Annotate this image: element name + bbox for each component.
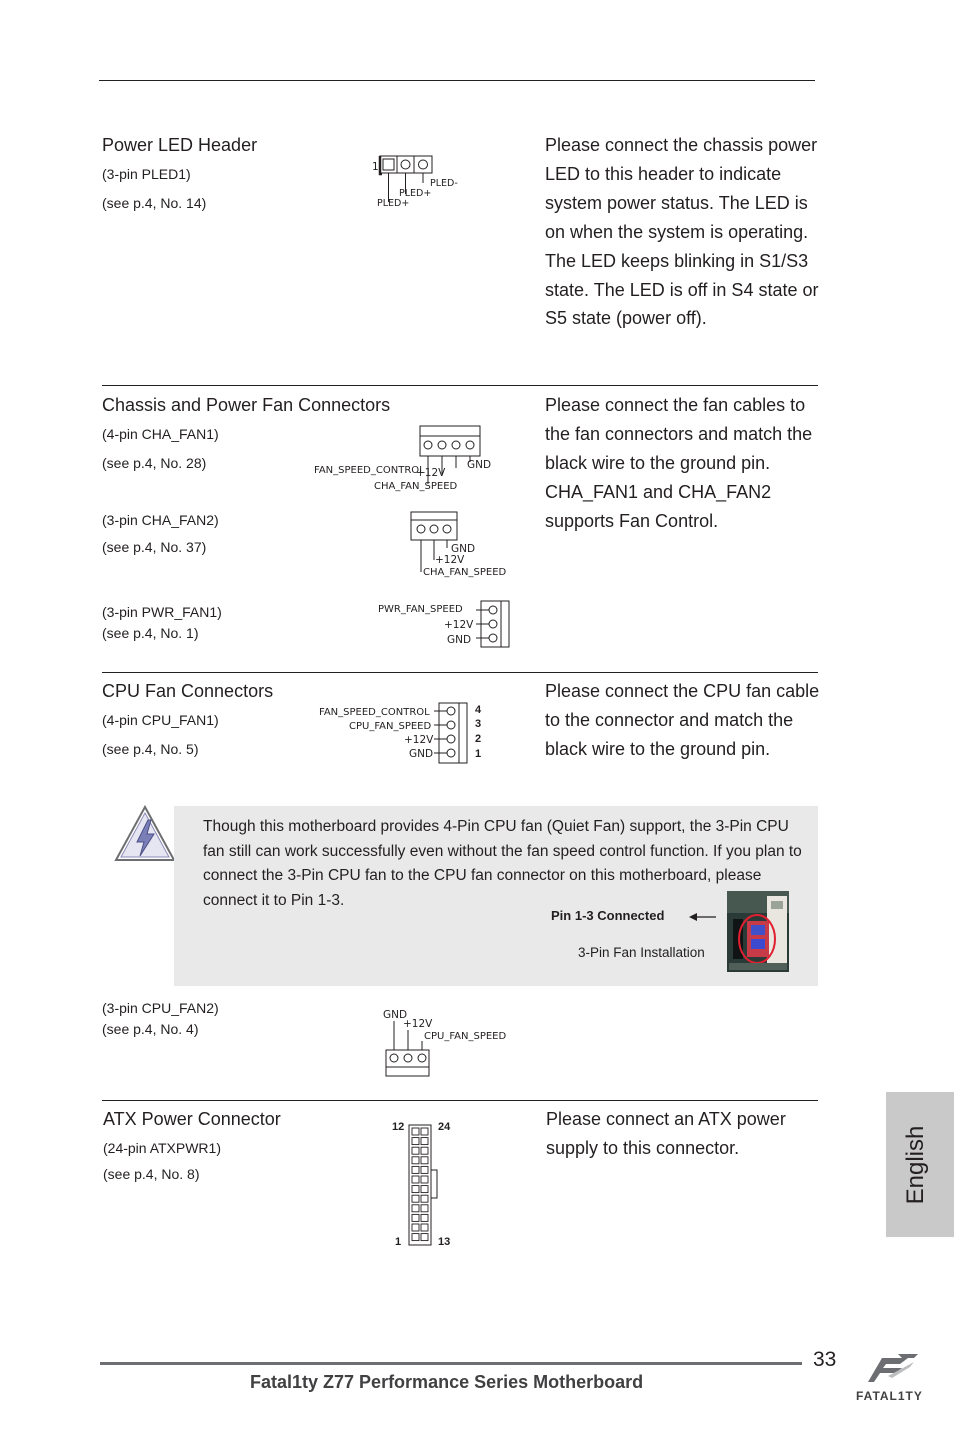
cha-fan1-speed-label: CHA_FAN_SPEED bbox=[374, 481, 458, 492]
cha-fan2-pins: (3-pin CHA_FAN2) bbox=[102, 512, 219, 528]
atx-ref: (see p.4, No. 8) bbox=[103, 1166, 200, 1182]
cha-fan2-gnd-label: GND bbox=[451, 543, 476, 555]
cpu-fan1-pin1-label: 1 bbox=[475, 748, 482, 760]
atx-pin24-label: 24 bbox=[438, 1121, 451, 1133]
atx-pin12-label: 12 bbox=[392, 1121, 405, 1133]
fatal1ty-logo bbox=[852, 1352, 934, 1408]
note-text: Though this motherboard provides 4-Pin CPU fan (Quiet Fan) support, the 3-Pin CPU fan still can work successfully even without the fan speed control function. If you plan to connect the 3-Pin CPU fan to the CPU fan connector on this motherboard, please connect it to Pin 1-3. bbox=[203, 818, 802, 909]
page-number: 33 bbox=[813, 1348, 837, 1371]
pwr-fan1-speed-label: PWR_FAN_SPEED bbox=[378, 604, 463, 615]
pwr-fan1-pins: (3-pin PWR_FAN1) bbox=[102, 604, 222, 620]
power-led-pins: (3-pin PLED1) bbox=[102, 166, 191, 182]
cpu-fan1-control-label: FAN_SPEED_CONTROL bbox=[319, 707, 430, 718]
atx-title: ATX Power Connector bbox=[103, 1109, 281, 1129]
cha-fan2-speed-label: CHA_FAN_SPEED bbox=[423, 567, 507, 578]
footer-title: Fatal1ty Z77 Performance Series Motherboard bbox=[250, 1372, 644, 1392]
cpu-fan1-pin4-label: 4 bbox=[475, 704, 482, 716]
pwr-fan1-diagram bbox=[374, 598, 514, 650]
pled-minus-label: PLED- bbox=[430, 178, 458, 189]
divider-3 bbox=[102, 1100, 818, 1101]
cpu-fan1-12v-label: +12V bbox=[404, 734, 434, 746]
fan-install-caption: 3-Pin Fan Installation bbox=[578, 945, 705, 960]
atx-description: Please connect an ATX power supply to this connector. bbox=[546, 1109, 786, 1158]
pwr-fan1-gnd-label: GND bbox=[447, 634, 472, 646]
pwr-fan1-12v-label: +12V bbox=[444, 619, 474, 631]
cpu-fan2-diagram bbox=[380, 1006, 520, 1078]
pled-plus-label-b: PLED+ bbox=[377, 198, 410, 209]
power-led-diagram bbox=[368, 150, 458, 212]
fan-install-photo bbox=[727, 891, 789, 972]
cpu-fan2-gnd-label: GND bbox=[383, 1009, 408, 1021]
chassis-fan-description: Please connect the fan cables to the fan connectors and match the black wire to the ground pin. CHA_FAN1 and CHA_FAN2 supports Fan Control. bbox=[545, 395, 813, 531]
cpu-fan-title: CPU Fan Connectors bbox=[102, 681, 274, 701]
pled-pin1-label: 1 bbox=[372, 161, 379, 173]
cha-fan1-ref: (see p.4, No. 28) bbox=[102, 455, 207, 471]
divider-2 bbox=[102, 672, 818, 673]
cpu-fan1-pins: (4-pin CPU_FAN1) bbox=[102, 712, 219, 728]
cha-fan1-pins: (4-pin CHA_FAN1) bbox=[102, 426, 219, 442]
power-led-description: Please connect the chassis power LED to this header to indicate system power status. The LED is on when the system is operating. The LED keeps blinking in S1/S3 state. The LED is off in S4 state or S5 state (power off). bbox=[545, 135, 819, 329]
cha-fan1-gnd-label: GND bbox=[467, 459, 492, 471]
divider-1 bbox=[102, 385, 818, 386]
atx-pins: (24-pin ATXPWR1) bbox=[103, 1140, 221, 1156]
cpu-fan1-diagram bbox=[315, 700, 495, 766]
cpu-fan2-ref: (see p.4, No. 4) bbox=[102, 1021, 199, 1037]
cha-fan1-control-label: FAN_SPEED_CONTROL bbox=[314, 465, 425, 476]
cha-fan1-diagram bbox=[310, 424, 510, 496]
cha-fan2-ref: (see p.4, No. 37) bbox=[102, 539, 207, 555]
arrow-left-icon bbox=[688, 910, 718, 924]
pwr-fan1-ref: (see p.4, No. 1) bbox=[102, 625, 199, 641]
cpu-fan1-pin3-label: 3 bbox=[475, 718, 482, 730]
language-tab-label: English bbox=[902, 1125, 929, 1205]
cha-fan2-diagram bbox=[405, 510, 525, 580]
atx-pin-grid bbox=[412, 1128, 428, 1241]
power-led-title: Power LED Header bbox=[102, 135, 258, 155]
cpu-fan1-speed-label: CPU_FAN_SPEED bbox=[349, 721, 432, 732]
chassis-fan-title: Chassis and Power Fan Connectors bbox=[102, 395, 391, 415]
atx-pin1-label: 1 bbox=[395, 1236, 402, 1248]
atx-diagram bbox=[388, 1116, 460, 1252]
footer-rule bbox=[100, 1362, 802, 1365]
warning-icon bbox=[113, 804, 177, 864]
power-led-ref: (see p.4, No. 14) bbox=[102, 195, 207, 211]
logo-wordmark: FATAL1TY bbox=[856, 1389, 923, 1403]
cpu-fan1-gnd-label: GND bbox=[409, 748, 434, 760]
pled-plus-label-a: PLED+ bbox=[399, 188, 432, 199]
cpu-fan-description: Please connect the CPU fan cable to the connector and match the black wire to the ground pin. bbox=[545, 681, 820, 759]
pin-connected-label: Pin 1-3 Connected bbox=[551, 908, 665, 923]
cpu-fan2-pins: (3-pin CPU_FAN2) bbox=[102, 1000, 219, 1016]
atx-pin13-label: 13 bbox=[438, 1236, 451, 1248]
top-rule bbox=[99, 80, 815, 81]
cha-fan2-12v-label: +12V bbox=[435, 554, 465, 566]
cha-fan1-12v-label: +12V bbox=[416, 467, 446, 479]
cpu-fan1-ref: (see p.4, No. 5) bbox=[102, 741, 199, 757]
cpu-fan2-speed-label: CPU_FAN_SPEED bbox=[424, 1031, 507, 1042]
cpu-fan2-12v-label: +12V bbox=[403, 1018, 433, 1030]
cpu-fan1-pin2-label: 2 bbox=[475, 733, 482, 745]
